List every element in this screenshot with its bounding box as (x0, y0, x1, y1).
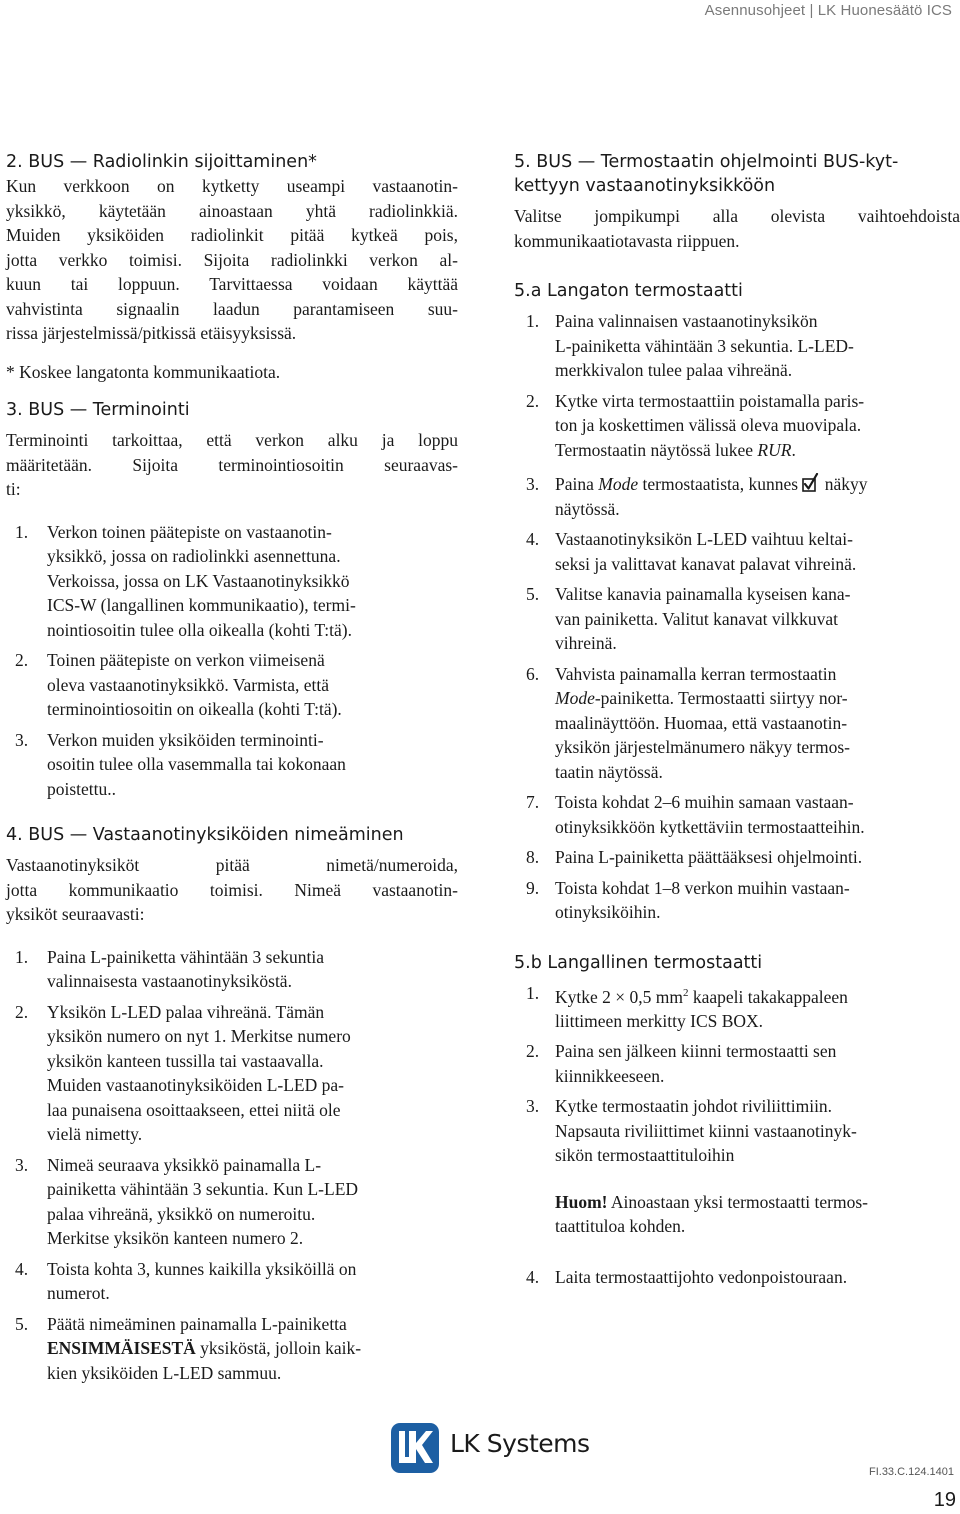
text-line: valinnaisesta vastaanotinyksiköstä. (47, 971, 292, 991)
text-line: Vastaanotinyksiköt pitää nimetä/numeroida, (6, 855, 458, 875)
text-line: Laita termostaattijohto vedonpoistouraan. (555, 1266, 848, 1287)
text-line: vielä nimetty. (47, 1124, 143, 1144)
text-line: Toista kohdat 1–8 verkon muihin vastaan- (555, 877, 850, 898)
text-line: painiketta vähintään 3 sekuntia. Kun L-LED (47, 1179, 359, 1199)
text-line: Nimeä seuraava yksikkö painamalla L- (47, 1154, 322, 1175)
text-line: van painiketta. Valitut kanavat vilkkuvat (555, 608, 839, 629)
text-line: kuun tai loppuun. Tarvittaessa voidaan käyttää (6, 274, 458, 294)
text-line: palaa vihreänä, yksikkö on numeroitu. (47, 1203, 316, 1224)
section-3-intro (6, 428, 458, 502)
list-number: 5. (526, 584, 540, 604)
text-fragment: Ainoastaan yksi termostaatti termos- (607, 1191, 869, 1212)
document-header: Asennusohjeet | LK Huonesäätö ICS (704, 2, 952, 19)
list-number: 5. (15, 1313, 29, 1334)
list-number: 3. (15, 1154, 29, 1175)
list-number: 3. (526, 474, 540, 494)
superscript: 2 (683, 986, 689, 999)
text-line: Valitse kanavia painamalla kyseisen kana- (555, 584, 851, 604)
list-number: 2. (15, 1001, 29, 1022)
text-line (555, 438, 960, 463)
list-number: 4. (526, 529, 540, 549)
text-line: Merkitse yksikön kanteen numero 2. (47, 1228, 304, 1248)
text-line: poistettu.. (47, 778, 117, 799)
checkbox-check-icon (802, 473, 820, 493)
section-2-footnote: * Koskee langatonta kommunikaatiota. (6, 361, 281, 382)
list-number: 7. (526, 792, 540, 812)
list-number: 6. (526, 663, 540, 684)
title-line: 5. BUS — Termostaatin ohjelmointi BUS-kyt- (514, 152, 899, 172)
text-line: jotta kommunikaatio toimisi. Nimeä vastaanotin- (6, 879, 458, 900)
text-line: Verkon toinen päätepiste on vastaanotin- (47, 521, 332, 542)
section-5-intro (514, 204, 960, 253)
text-line: terminointiosoitin on oikealla (kohti T:tä). (47, 699, 342, 719)
text-line: Vahvista painamalla kerran termostaatin (555, 663, 837, 684)
text-fragment: . (791, 439, 796, 460)
section-5b-list (514, 981, 960, 1290)
text-line (555, 472, 960, 497)
section-4-title: 4. BUS — Vastaanotinyksiköiden nimeäminen (6, 825, 404, 845)
list-number: 2. (526, 390, 540, 411)
section-2-title: 2. BUS — Radiolinkin sijoittaminen* (6, 152, 317, 172)
text-line: osoitin tulee olla vasemmalla tai kokonaan (47, 754, 346, 774)
text-line: ti: (6, 479, 21, 499)
left-column (6, 150, 458, 1385)
section-4-intro (6, 853, 458, 927)
section-5b-title: 5.b Langallinen termostaatti (514, 952, 763, 973)
page-number: 19 (933, 1489, 956, 1511)
text-line: jotta verkko toimisi. Sijoita radiolinkki verkon al- (6, 249, 458, 270)
text-line: maalinäyttöön. Huomaa, että vastaanotin- (555, 712, 848, 733)
text-line: sikön termostaattituloihin (555, 1145, 735, 1166)
section-5a-list (514, 309, 960, 925)
text-line: yksiköt seuraavasti: (6, 904, 145, 924)
section-3-list (6, 520, 458, 802)
text-line: kommunikaatiotavasta riippuen. (514, 230, 740, 251)
list-number: 3. (526, 1096, 540, 1117)
text-line: yksikön numero on nyt 1. Merkitse numero (47, 1026, 351, 1046)
text-line (555, 1190, 960, 1215)
text-line: otinyksikköön kytkettäviin termostaatteihin. (555, 816, 865, 837)
text-line: nointiosoitin tulee olla oikealla (kohti T:tä). (47, 619, 352, 640)
list-number: 1. (15, 946, 29, 967)
list-number: 2. (15, 650, 29, 670)
list-item (514, 389, 960, 463)
text-line: laa punaisena osoittaakseen, ettei niitä ole (47, 1099, 341, 1120)
list-item (6, 648, 458, 722)
list-number: 8. (526, 847, 540, 867)
text-line: vihreinä. (555, 633, 617, 653)
text-line: Kytke virta termostaattiin poistamalla paris- (555, 390, 865, 411)
text-line: yksikkö, jossa on radiolinkki asennettuna. (47, 546, 341, 566)
list-item (514, 790, 960, 839)
text-line: Napsauta riviliittimet kiinni vastaanotinyk- (555, 1120, 857, 1141)
right-column (514, 150, 960, 1289)
text-line: Kun verkkoon on kytketty useampi vastaanotin- (6, 176, 458, 196)
section-5a-title: 5.a Langaton termostaatti (514, 281, 743, 301)
list-number: 3. (15, 729, 29, 750)
list-number: 1. (526, 982, 540, 1003)
text-line: Yksikön L-LED palaa vihreänä. Tämän (47, 1001, 325, 1022)
logo-wordmark: LK Systems (450, 1429, 590, 1458)
text-line (555, 686, 960, 711)
list-number: 1. (15, 521, 29, 542)
text-fragment: kaapeli takakappaleen (688, 986, 848, 1007)
text-line: Toista kohdat 2–6 muihin samaan vastaan- (555, 792, 854, 812)
text-fragment: termostaatista, kunnes (638, 474, 803, 494)
text-line: liittimeen merkitty ICS BOX. (555, 1010, 764, 1031)
list-item (514, 472, 960, 521)
list-number: 4. (526, 1266, 540, 1287)
section-5-title (514, 150, 960, 198)
text-line: Paina L-painiketta vähintään 3 sekuntia (47, 946, 324, 967)
text-line: näytössä. (555, 498, 620, 519)
list-item (6, 945, 458, 994)
text-line: Paina valinnaisen vastaanotinyksikön (555, 311, 818, 331)
text-line: seksi ja valittavat kanavat palavat vihreinä. (555, 553, 857, 574)
text-line: Kytke termostaatin johdot riviliittimiin. (555, 1096, 833, 1117)
text-line: Toista kohta 3, kunnes kaikilla yksiköillä on (47, 1258, 357, 1279)
note (555, 1190, 960, 1239)
list-item (514, 1265, 960, 1290)
list-item (6, 1000, 458, 1147)
list-item (514, 662, 960, 785)
text-line: Muiden vastaanotinyksiköiden L-LED pa- (47, 1075, 344, 1095)
lk-logo-icon (391, 1423, 439, 1478)
section-2-body (6, 174, 458, 346)
text-line: otinyksiköihin. (555, 902, 661, 922)
text-line: oleva vastaanotinyksikkö. Varmista, että (47, 674, 330, 695)
list-item (514, 1039, 960, 1088)
emphasis-text: ENSIMMÄISESTÄ (47, 1338, 196, 1358)
text-line: yksikkö, käytetään ainoastaan yhtä radiolinkkiä. (6, 200, 458, 221)
text-line: Päätä nimeäminen painamalla L-painiketta (47, 1313, 347, 1334)
text-line: Paina L-painiketta päättääksesi ohjelmointi. (555, 847, 863, 867)
text-line: Verkon muiden yksiköiden terminointi- (47, 729, 324, 750)
display-code: RUR (757, 439, 792, 460)
text-fragment: yksiköstä, jolloin kaik- (195, 1338, 362, 1358)
text-line: yksikön kanteen tussilla tai vastaavalla. (47, 1050, 324, 1071)
text-fragment: -painiketta. Termostaatti siirtyy nor- (594, 688, 848, 708)
title-line: kettyyn vastaanotinyksikköön (514, 176, 776, 196)
list-item (514, 981, 960, 1034)
text-fragment: Paina (555, 474, 599, 494)
text-line: merkkivalon tulee palaa vihreänä. (555, 360, 793, 380)
text-fragment: näkyy (820, 474, 868, 494)
list-number: 1. (526, 311, 540, 331)
text-line: vahvistinta signaalin laadun parantamiseen suu- (6, 298, 458, 319)
text-line: ton ja koskettimen välissä oleva muovipala. (555, 415, 862, 435)
section-3-title: 3. BUS — Terminointi (6, 400, 190, 420)
section-4-list (6, 945, 458, 1386)
text-line: taattituloa kohden. (555, 1216, 686, 1237)
text-fragment: Termostaatin näytössä lukee (555, 439, 758, 460)
mode-button-name: Mode (598, 474, 639, 494)
list-number: 2. (526, 1041, 540, 1062)
mode-button-name: Mode (555, 688, 595, 708)
text-line: Valitse jompikumpi alla olevista vaihtoehdoista (514, 206, 960, 226)
list-number: 9. (526, 877, 540, 898)
text-line (47, 1336, 458, 1361)
text-line: Verkoissa, jossa on LK Vastaanotinyksikkö (47, 570, 350, 591)
note-label: Huom! (555, 1191, 608, 1212)
text-line: Toinen päätepiste on verkon viimeisenä (47, 650, 325, 670)
list-item (514, 876, 960, 925)
list-item (6, 1312, 458, 1386)
list-item (6, 520, 458, 643)
text-fragment: Kytke 2 × 0,5 mm (555, 986, 683, 1007)
document-number: FI.33.C.124.1401 (868, 1466, 954, 1478)
list-item (514, 1094, 960, 1239)
list-item (6, 1153, 458, 1251)
list-item (6, 728, 458, 802)
list-item (514, 527, 960, 576)
text-line: Vastaanotinyksikön L-LED vaihtuu keltai- (555, 529, 853, 549)
list-number: 4. (15, 1258, 29, 1279)
text-line: ICS-W (langallinen kommunikaatio), termi- (47, 595, 356, 615)
text-line: L-painiketta vähintään 3 sekuntia. L-LED- (555, 335, 854, 356)
text-line: määritetään. Sijoita terminointiosoitin seuraavas- (6, 454, 458, 475)
text-line: Terminointi tarkoittaa, että verkon alku ja loppu (6, 430, 458, 450)
text-line: Muiden yksiköiden radiolinkit pitää kytkeä pois, (6, 225, 458, 245)
list-item (514, 309, 960, 383)
text-line: kiinnikkeeseen. (555, 1065, 665, 1086)
list-item (6, 1257, 458, 1306)
text-line: yksikön järjestelmänumero näkyy termos- (555, 737, 850, 757)
list-item (514, 845, 960, 870)
text-line: numerot. (47, 1283, 110, 1303)
list-item (514, 582, 960, 656)
text-line: kien yksiköiden L-LED sammuu. (47, 1362, 282, 1383)
text-line: Paina sen jälkeen kiinni termostaatti sen (555, 1041, 837, 1062)
text-line: taatin näytössä. (555, 761, 663, 782)
text-line: rissa järjestelmissä/pitkissä etäisyyksissä. (6, 323, 297, 343)
text-line (555, 981, 960, 1009)
lk-systems-logo (391, 1423, 590, 1473)
